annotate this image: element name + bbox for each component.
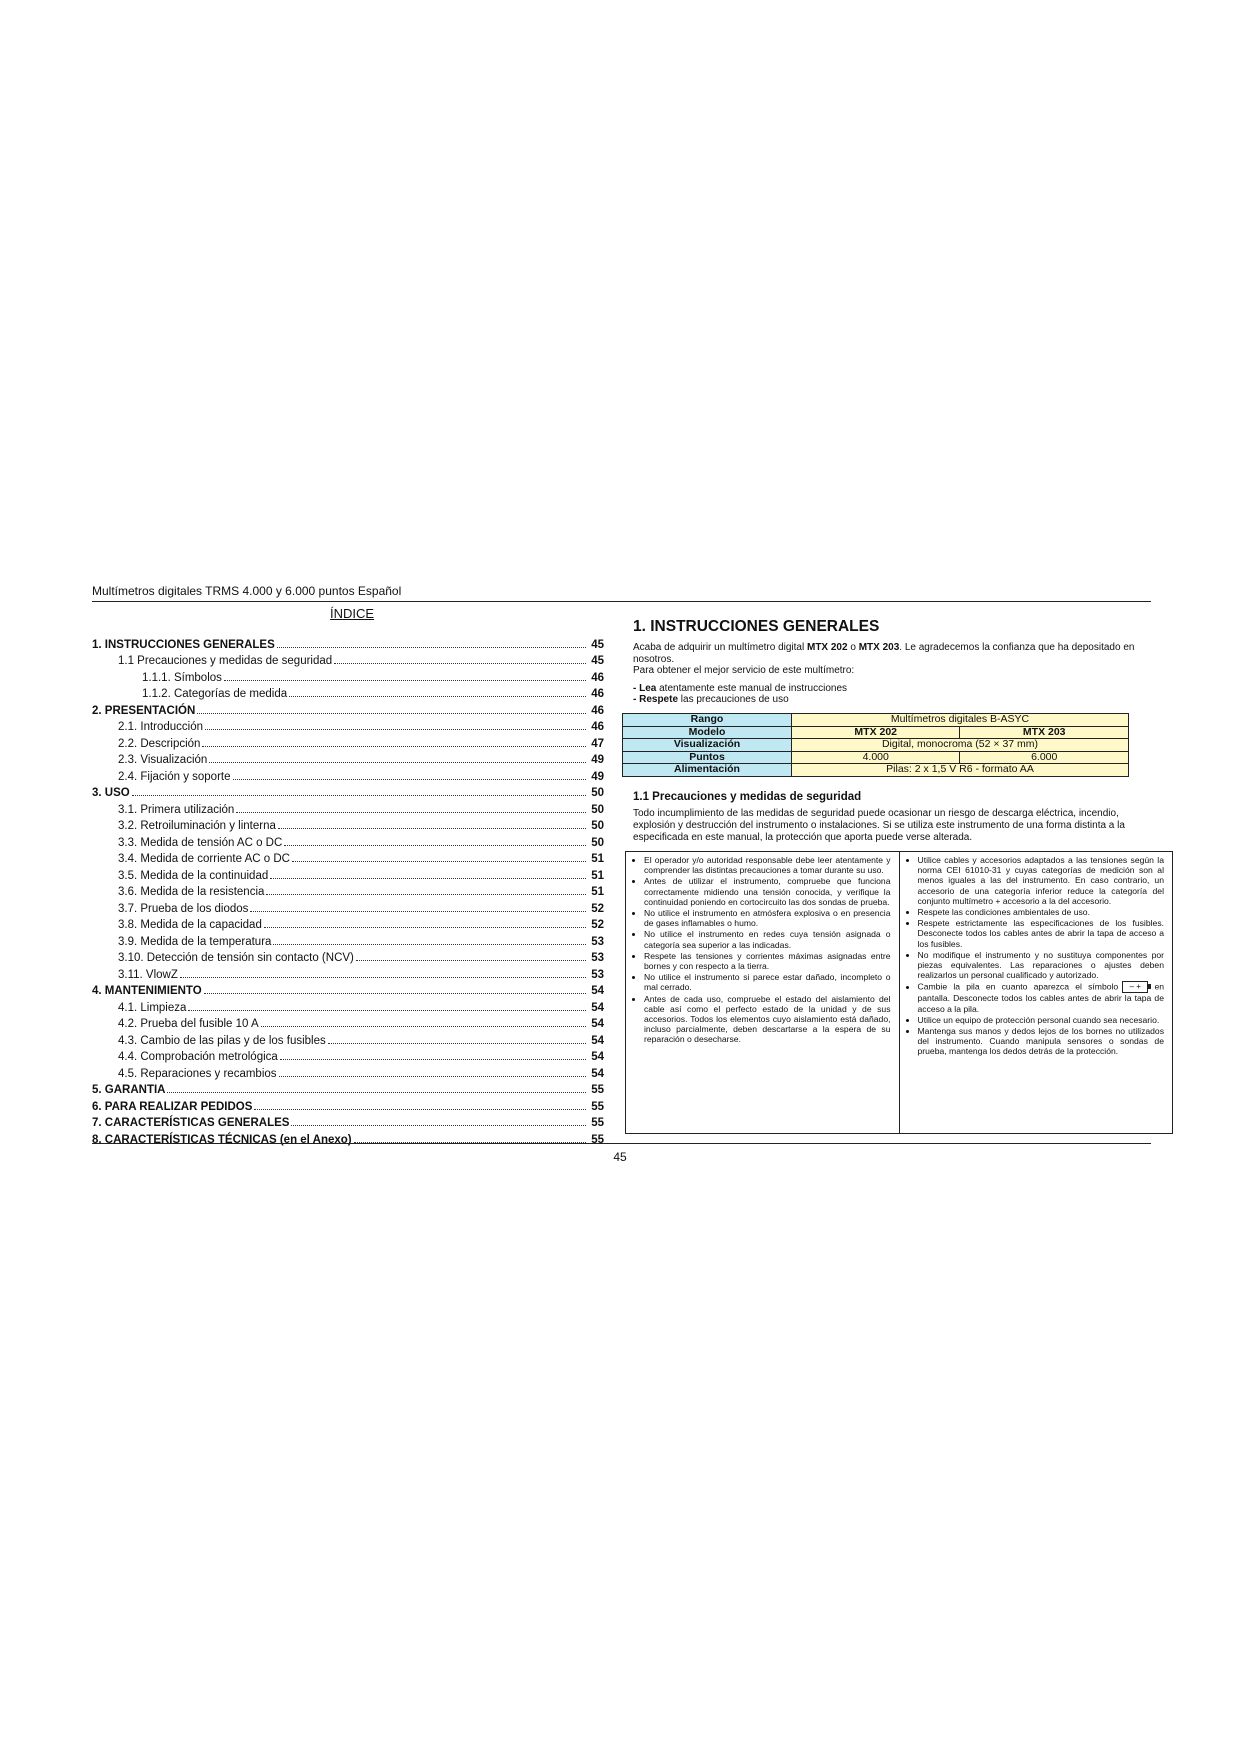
toc-entry-page: 49 bbox=[591, 754, 604, 766]
toc-leader-dots bbox=[277, 647, 586, 648]
toc-entry[interactable] bbox=[92, 733, 604, 750]
toc-entry[interactable] bbox=[92, 1113, 604, 1130]
toc-entry-page: 49 bbox=[591, 770, 604, 783]
toc-leader-dots bbox=[250, 911, 586, 912]
section-1-intro-service: Para obtener el mejor servicio de este multímetro: bbox=[633, 665, 855, 676]
toc-leader-dots bbox=[279, 1076, 586, 1077]
respect-rest: las precauciones de uso bbox=[678, 694, 789, 705]
list-item: • No utilice el instrumento en redes cuya tensión asignada o categoría sea superior a las indicadas. bbox=[644, 929, 891, 949]
toc-entry-label: 3.4. Medida de corriente AC o DC bbox=[118, 853, 290, 865]
toc-entry[interactable] bbox=[92, 948, 604, 965]
toc-entry[interactable] bbox=[92, 1047, 604, 1064]
visualizacion-value: Digital, monocroma (52 × 37 mm) bbox=[792, 739, 1129, 752]
toc-entry-page: 50 bbox=[591, 803, 604, 816]
instruction-respect bbox=[633, 694, 1153, 706]
toc-entry-label: 4.2. Prueba del fusible 10 A bbox=[118, 1018, 259, 1030]
toc-entry-label: 2. PRESENTACIÓN bbox=[92, 704, 196, 717]
toc-entry[interactable] bbox=[92, 799, 604, 816]
toc-entry-label: 2.4. Fijación y soporte bbox=[118, 770, 231, 783]
toc-leader-dots bbox=[180, 977, 586, 978]
alimentacion-value: Pilas: 2 x 1,5 V R6 - formato AA bbox=[792, 764, 1129, 777]
list-item: • Mantenga sus manos y dedos lejos de los bornes no utilizados del instrumento. Cuando manipula sensores o sondas de prueba, mantenga los dedos detrás de la protección. bbox=[918, 1026, 1165, 1057]
safety-precautions-box bbox=[625, 851, 1173, 1134]
toc-entry[interactable] bbox=[92, 1014, 604, 1031]
toc-leader-dots bbox=[289, 696, 586, 697]
specifications-table bbox=[622, 713, 1129, 777]
safety-right-column bbox=[899, 852, 1173, 1133]
toc-entry[interactable] bbox=[92, 651, 604, 668]
toc-entry-label: 3.5. Medida de la continuidad bbox=[118, 869, 269, 882]
toc-title: ÍNDICE bbox=[330, 606, 375, 621]
section-1-intro bbox=[633, 642, 1153, 665]
puntos-label: Puntos bbox=[623, 751, 792, 764]
table-of-contents bbox=[92, 634, 604, 1146]
toc-entry-page: 46 bbox=[591, 704, 604, 717]
safety-left-column bbox=[626, 852, 899, 1133]
toc-entry[interactable] bbox=[92, 1030, 604, 1047]
toc-entry-page: 54 bbox=[591, 1001, 604, 1014]
list-item: • Utilice cables y accesorios adaptados a las tensiones según la norma CEI 61010-31 y cuyas categorías de medición son al menos iguales a las del instrumento. En caso contrario, un accesorio de una categoría inferior reduce la categoría del conjunto multímetro + accesorio a la del accesorio. bbox=[918, 855, 1165, 906]
toc-leader-dots bbox=[273, 944, 586, 945]
toc-entry-label: 4.4. Comprobación metrológica bbox=[118, 1051, 278, 1063]
battery-text-post: en pantalla. Desconecte todos los cables antes de abrir la tapa de acceso a la pila. bbox=[917, 981, 1165, 1014]
toc-entry-label: 3.3. Medida de tensión AC o DC bbox=[118, 836, 283, 849]
toc-leader-dots bbox=[254, 1109, 586, 1110]
toc-entry[interactable] bbox=[92, 1063, 604, 1080]
toc-leader-dots bbox=[334, 663, 586, 664]
list-item: • No modifique el instrumento y no sustituya componentes por piezas equivalentes. Las reparaciones o ajustes deben realizarlos un personal cualificado y autorizado. bbox=[918, 950, 1165, 981]
toc-leader-dots bbox=[356, 960, 586, 961]
toc-leader-dots bbox=[278, 828, 586, 829]
toc-entry[interactable] bbox=[92, 684, 604, 701]
toc-leader-dots bbox=[236, 812, 586, 813]
list-item: • El operador y/o autoridad responsable debe leer atentamente y comprender las distintas precauciones a tomar durante su uso. bbox=[644, 855, 891, 875]
toc-leader-dots bbox=[284, 845, 586, 846]
toc-entry-label: 3.2. Retroiluminación y linterna bbox=[118, 820, 276, 832]
toc-leader-dots bbox=[266, 894, 586, 895]
safety-left-list bbox=[632, 855, 891, 1045]
toc-entry-label: 5. GARANTIA bbox=[92, 1084, 166, 1096]
toc-entry-label: 3.1. Primera utilización bbox=[118, 803, 235, 816]
toc-leader-dots bbox=[209, 762, 586, 763]
toc-entry[interactable] bbox=[92, 849, 604, 866]
footer-divider bbox=[92, 1143, 1151, 1144]
list-item: • Respete las condiciones ambientales de uso. bbox=[918, 907, 1165, 917]
toc-leader-dots bbox=[261, 1026, 586, 1027]
toc-entry[interactable] bbox=[92, 766, 604, 783]
toc-entry-label: 4.1. Limpieza bbox=[118, 1001, 187, 1014]
toc-entry-page: 54 bbox=[591, 1051, 604, 1063]
toc-entry-page: 51 bbox=[591, 853, 604, 865]
toc-entry-page: 52 bbox=[591, 902, 604, 915]
toc-entry-label: 2.3. Visualización bbox=[118, 754, 208, 766]
toc-entry[interactable] bbox=[92, 1080, 604, 1097]
toc-entry[interactable] bbox=[92, 832, 604, 849]
toc-entry-label: 3.9. Medida de la temperatura bbox=[118, 935, 272, 948]
rango-value: Multímetros digitales B-ASYC bbox=[792, 714, 1129, 727]
toc-leader-dots bbox=[292, 861, 586, 862]
table-row bbox=[623, 726, 1129, 739]
intro-or: o bbox=[847, 642, 859, 653]
list-item: • Antes de utilizar el instrumento, compruebe que funciona correctamente midiendo una tensión conocida, y verifique la continuidad poniendo en cortocircuito las dos sondas de prueba. bbox=[644, 876, 891, 907]
instruction-read bbox=[633, 683, 1153, 695]
toc-entry-page: 51 bbox=[591, 886, 604, 898]
toc-leader-dots bbox=[202, 746, 586, 747]
toc-leader-dots bbox=[264, 927, 586, 928]
toc-entry[interactable] bbox=[92, 1096, 604, 1113]
list-item: • Antes de cada uso, compruebe el estado del aislamiento del cable así como el perfecto estado de la unidad y de sus accesorios. Todos los elementos cuyo aislamiento está dañado, incluso parcialmente, deben descartarse a la espera de su reparación o desecharse. bbox=[644, 994, 891, 1045]
table-row bbox=[623, 714, 1129, 727]
safety-warning: Todo incumplimiento de las medidas de seguridad puede ocasionar un riesgo de descarga eléctrica, incendio, explosión y destrucción del instrumento o instalaciones. Si se utiliza este instrumento de una forma distinta a la especificada en este manual, la protección que aporta puede verse alterada. bbox=[633, 808, 1125, 843]
toc-entry[interactable] bbox=[92, 981, 604, 998]
document-header-title: Multímetros digitales TRMS 4.000 y 6.000 puntos Español bbox=[92, 584, 402, 598]
table-row bbox=[623, 764, 1129, 777]
toc-entry-page: 50 bbox=[591, 820, 604, 832]
toc-entry[interactable] bbox=[92, 997, 604, 1014]
section-1-title: 1. INSTRUCCIONES GENERALES bbox=[633, 618, 880, 635]
list-item: • Respete las tensiones y corrientes máximas asignadas entre bornes y con respecto a la tierra. bbox=[644, 951, 891, 971]
toc-entry-label: 3.11. VlowZ bbox=[118, 968, 178, 981]
toc-leader-dots bbox=[224, 680, 586, 681]
toc-entry[interactable] bbox=[92, 750, 604, 767]
toc-entry-label: 4. MANTENIMIENTO bbox=[92, 985, 202, 997]
puntos-b: 6.000 bbox=[960, 751, 1129, 764]
header-divider bbox=[92, 601, 1151, 602]
respect-bold: - Respete bbox=[633, 694, 679, 705]
table-row bbox=[623, 739, 1129, 752]
toc-leader-dots bbox=[197, 713, 586, 714]
toc-leader-dots bbox=[233, 779, 586, 780]
list-item: • Utilice un equipo de protección personal cuando sea necesario. bbox=[918, 1015, 1165, 1025]
alimentacion-label: Alimentación bbox=[623, 764, 792, 777]
toc-entry-label: 4.3. Cambio de las pilas y de los fusibles bbox=[118, 1034, 326, 1047]
toc-entry-page: 55 bbox=[591, 1100, 604, 1113]
read-bold: - Lea bbox=[633, 682, 657, 694]
toc-leader-dots bbox=[291, 1125, 586, 1126]
toc-entry[interactable] bbox=[92, 882, 604, 899]
model-mtx203: MTX 203 bbox=[858, 642, 900, 653]
toc-entry-page: 53 bbox=[591, 952, 604, 964]
battery-text-pre: Cambie la pila en cuanto aparezca el símbolo bbox=[917, 981, 1119, 992]
toc-entry-page: 54 bbox=[591, 1067, 604, 1080]
toc-entry[interactable] bbox=[92, 915, 604, 932]
toc-entry-label: 3. USO bbox=[92, 787, 130, 799]
toc-entry-label: 1.1.2. Categorías de medida bbox=[142, 688, 288, 700]
toc-entry-page: 45 bbox=[591, 638, 604, 651]
toc-entry-page: 45 bbox=[591, 655, 604, 667]
toc-entry-label: 3.6. Medida de la resistencia bbox=[118, 886, 265, 898]
toc-entry-label: 2.1. Introducción bbox=[118, 721, 204, 733]
toc-entry-page: 54 bbox=[591, 1034, 604, 1047]
visualizacion-label: Visualización bbox=[623, 739, 792, 752]
toc-entry-page: 50 bbox=[591, 836, 604, 849]
toc-leader-dots bbox=[204, 993, 586, 994]
toc-leader-dots bbox=[328, 1043, 586, 1044]
toc-entry-page: 51 bbox=[591, 869, 604, 882]
toc-entry-page: 47 bbox=[591, 737, 604, 750]
toc-leader-dots bbox=[167, 1092, 586, 1093]
toc-entry-page: 46 bbox=[591, 688, 604, 700]
intro-text: Acaba de adquirir un multímetro digital bbox=[633, 642, 807, 653]
toc-entry-label: 7. CARACTERÍSTICAS GENERALES bbox=[92, 1117, 290, 1129]
safety-right-list bbox=[906, 855, 1165, 1057]
toc-leader-dots bbox=[132, 795, 586, 796]
toc-entry-label: 2.2. Descripción bbox=[118, 737, 201, 750]
toc-entry[interactable] bbox=[92, 898, 604, 915]
rango-label: Rango bbox=[623, 714, 792, 727]
toc-entry[interactable] bbox=[92, 667, 604, 684]
toc-leader-dots bbox=[280, 1059, 586, 1060]
toc-leader-dots bbox=[205, 729, 586, 730]
toc-entry[interactable] bbox=[92, 865, 604, 882]
modelo-a: MTX 202 bbox=[792, 726, 960, 739]
toc-leader-dots bbox=[188, 1010, 586, 1011]
toc-entry-label: 3.8. Medida de la capacidad bbox=[118, 919, 262, 931]
safety-subsection-title: 1.1 Precauciones y medidas de seguridad bbox=[633, 791, 862, 803]
puntos-a: 4.000 bbox=[792, 751, 960, 764]
toc-entry[interactable] bbox=[92, 964, 604, 981]
list-item: • Respete estrictamente las especificaciones de los fusibles. Desconecte todos los cables antes de abrir la tapa de acceso a los fusibles. bbox=[918, 918, 1165, 949]
modelo-label: Modelo bbox=[623, 726, 792, 739]
toc-leader-dots bbox=[270, 878, 586, 879]
battery-low-icon: – + bbox=[1122, 981, 1148, 993]
read-rest: atentamente este manual de instrucciones bbox=[656, 682, 848, 694]
toc-entry-page: 55 bbox=[591, 1133, 604, 1146]
section-1-general-instructions bbox=[633, 618, 1153, 706]
page-number: 45 bbox=[613, 1150, 627, 1164]
toc-entry-page: 46 bbox=[591, 721, 604, 733]
toc-entry-label: 3.7. Prueba de los diodos bbox=[118, 902, 249, 915]
toc-entry-page: 50 bbox=[591, 787, 604, 799]
toc-entry[interactable] bbox=[92, 700, 604, 717]
list-item: • No utilice el instrumento si parece estar dañado, incompleto o mal cerrado. bbox=[644, 972, 891, 992]
toc-entry-page: 46 bbox=[591, 671, 604, 684]
toc-entry-label: 8. CARACTERÍSTICAS TÉCNICAS (en el Anexo) bbox=[92, 1133, 352, 1146]
list-item: • No utilice el instrumento en atmósfera explosiva o en presencia de gases inflamables o humo. bbox=[644, 908, 891, 928]
toc-entry-page: 53 bbox=[591, 935, 604, 948]
list-item-battery bbox=[918, 981, 1165, 1013]
toc-entry-page: 54 bbox=[591, 1018, 604, 1030]
toc-entry-label: 6. PARA REALIZAR PEDIDOS bbox=[92, 1100, 253, 1113]
model-mtx202: MTX 202 bbox=[806, 642, 848, 653]
modelo-b: MTX 203 bbox=[960, 726, 1129, 739]
toc-entry-page: 55 bbox=[591, 1117, 604, 1129]
toc-entry-page: 52 bbox=[591, 919, 604, 931]
table-row bbox=[623, 751, 1129, 764]
toc-entry-label: 1.1.1. Símbolos bbox=[142, 671, 222, 684]
toc-entry-label: 3.10. Detección de tensión sin contacto (NCV) bbox=[118, 952, 354, 964]
toc-entry[interactable] bbox=[92, 931, 604, 948]
toc-entry-label: 4.5. Reparaciones y recambios bbox=[118, 1067, 277, 1080]
toc-entry-label: 1. INSTRUCCIONES GENERALES bbox=[92, 638, 275, 651]
toc-entry[interactable] bbox=[92, 634, 604, 651]
toc-entry-page: 54 bbox=[591, 985, 604, 997]
toc-entry[interactable] bbox=[92, 717, 604, 734]
toc-entry[interactable] bbox=[92, 816, 604, 833]
toc-entry-page: 55 bbox=[591, 1084, 604, 1096]
toc-entry-label: 1.1 Precauciones y medidas de seguridad bbox=[118, 655, 333, 667]
toc-entry-page: 53 bbox=[591, 968, 604, 981]
toc-entry[interactable] bbox=[92, 783, 604, 800]
intro-text-end: . Le agradecemos la confianza que ha depositado en nosotros. bbox=[633, 642, 1135, 665]
